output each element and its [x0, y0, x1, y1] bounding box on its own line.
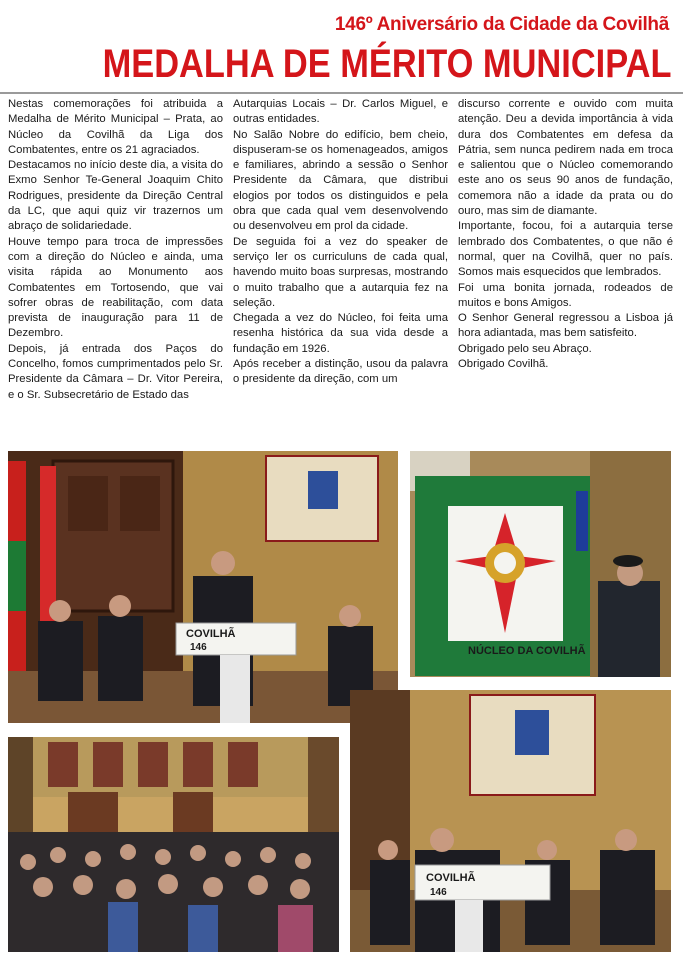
article-column-3 — [458, 97, 673, 437]
photo-ceremony-speaker — [8, 451, 398, 723]
article-paragraph: Depois, já entrada dos Paços do Concelho, fomos cumprimentados pelo Sr. Presidente da Câmara – Dr. Vitor Pereira, e o Sr. Subsecretário de Estado das — [8, 342, 223, 401]
article-paragraph: Chegada a vez do Núcleo, foi feita uma resenha histórica da sua vida desde a fundação em 1926. — [233, 312, 448, 355]
article-paragraph: discurso corrente e ouvido com muita atenção. Deu a devida importância à vida dura dos Combatentes em defesa da Pátria, sem nunca pedirem nada em troca e salientou que o Núcleo comemorando este ano os seus 90 anos de fundação, comemora não a idade da prata ou do ouro, mas sim de diamante. — [458, 98, 673, 218]
podium-label: COVILHÃ — [186, 628, 236, 640]
article-paragraph: Obrigado Covilhã. — [458, 358, 549, 371]
article-column-2 — [233, 97, 448, 437]
article-paragraph: Após receber a distinção, usou da palavra o presidente da direção, com um — [233, 358, 448, 386]
article-paragraph: Nestas comemorações foi atribuida a Medalha de Mérito Municipal – Prata, ao Núcleo da Covilhã da Liga dos Combatentes, entre os 21 agraciados. — [8, 98, 223, 156]
photo-president-speech — [350, 690, 671, 952]
article-body — [8, 97, 674, 437]
article-paragraph: De seguida foi a vez do speaker de serviço ler os curriculuns de cada qual, havendo muito boas surpresas, mostrando o muito trabalho que a autarquia fez na seleção. — [233, 235, 448, 309]
header-divider — [0, 92, 683, 94]
podium-label: COVILHÃ — [426, 872, 476, 884]
article-column-1 — [8, 97, 223, 437]
article-paragraph: Autarquias Locais – Dr. Carlos Miguel, e outras entidades. — [233, 98, 448, 126]
article-paragraph: Foi uma bonita jornada, rodeados de muitos e bons Amigos. — [458, 281, 673, 309]
article-paragraph: Destacamos no início deste dia, a visita do Exmo Senhor Te-General Joaquim Chito Rodrigues, presidente da Direção Central da LC, que aqui quiz vir trazernos um abraço de solidariedade. — [8, 159, 223, 233]
article-paragraph: Houve tempo para troca de impressões com a direção do Núcleo e ainda, uma visita rápida ao Monumento aos Combatentes em Tortosendo, que vai sofrer obras de reabilitação, com data prevista de inauguração para 11 de Dezembro. — [8, 235, 223, 340]
article-paragraph: No Salão Nobre do edifício, bem cheio, dispuseram-se os homenageados, amigos e familiares, abrindo a sessão o Senhor Presidente da Câmara, que distribui elogios por todos os distinguidos e pela obra que cada qual vem desenvolvendo ou desenvolveu em prol da cidade. — [233, 128, 448, 233]
podium-number: 146 — [190, 642, 207, 653]
photo-audience-hall — [8, 737, 339, 952]
page-subtitle: 146º Aniversário da Cidade da Covilhã — [334, 14, 669, 35]
podium-number: 146 — [430, 887, 447, 898]
article-paragraph: O Senhor General regressou a Lisboa já hora adiantada, mas bem satisfeito. — [458, 312, 673, 340]
page-title: MEDALHA DE MÉRITO MUNICIPAL — [102, 42, 671, 86]
article-paragraph: Importante, focou, foi a autarquia terse lembrado dos Combatentes, o que não é normal, quer na Covilhã, quer no país. Somos mais esquecidos que lembrados. — [458, 220, 673, 279]
page-header — [0, 0, 683, 92]
photo-nucleus-flag — [410, 451, 671, 677]
article-paragraph: Obrigado pelo seu Abraço. — [458, 342, 592, 355]
flag-caption: NÚCLEO DA COVILHÃ — [468, 645, 586, 657]
